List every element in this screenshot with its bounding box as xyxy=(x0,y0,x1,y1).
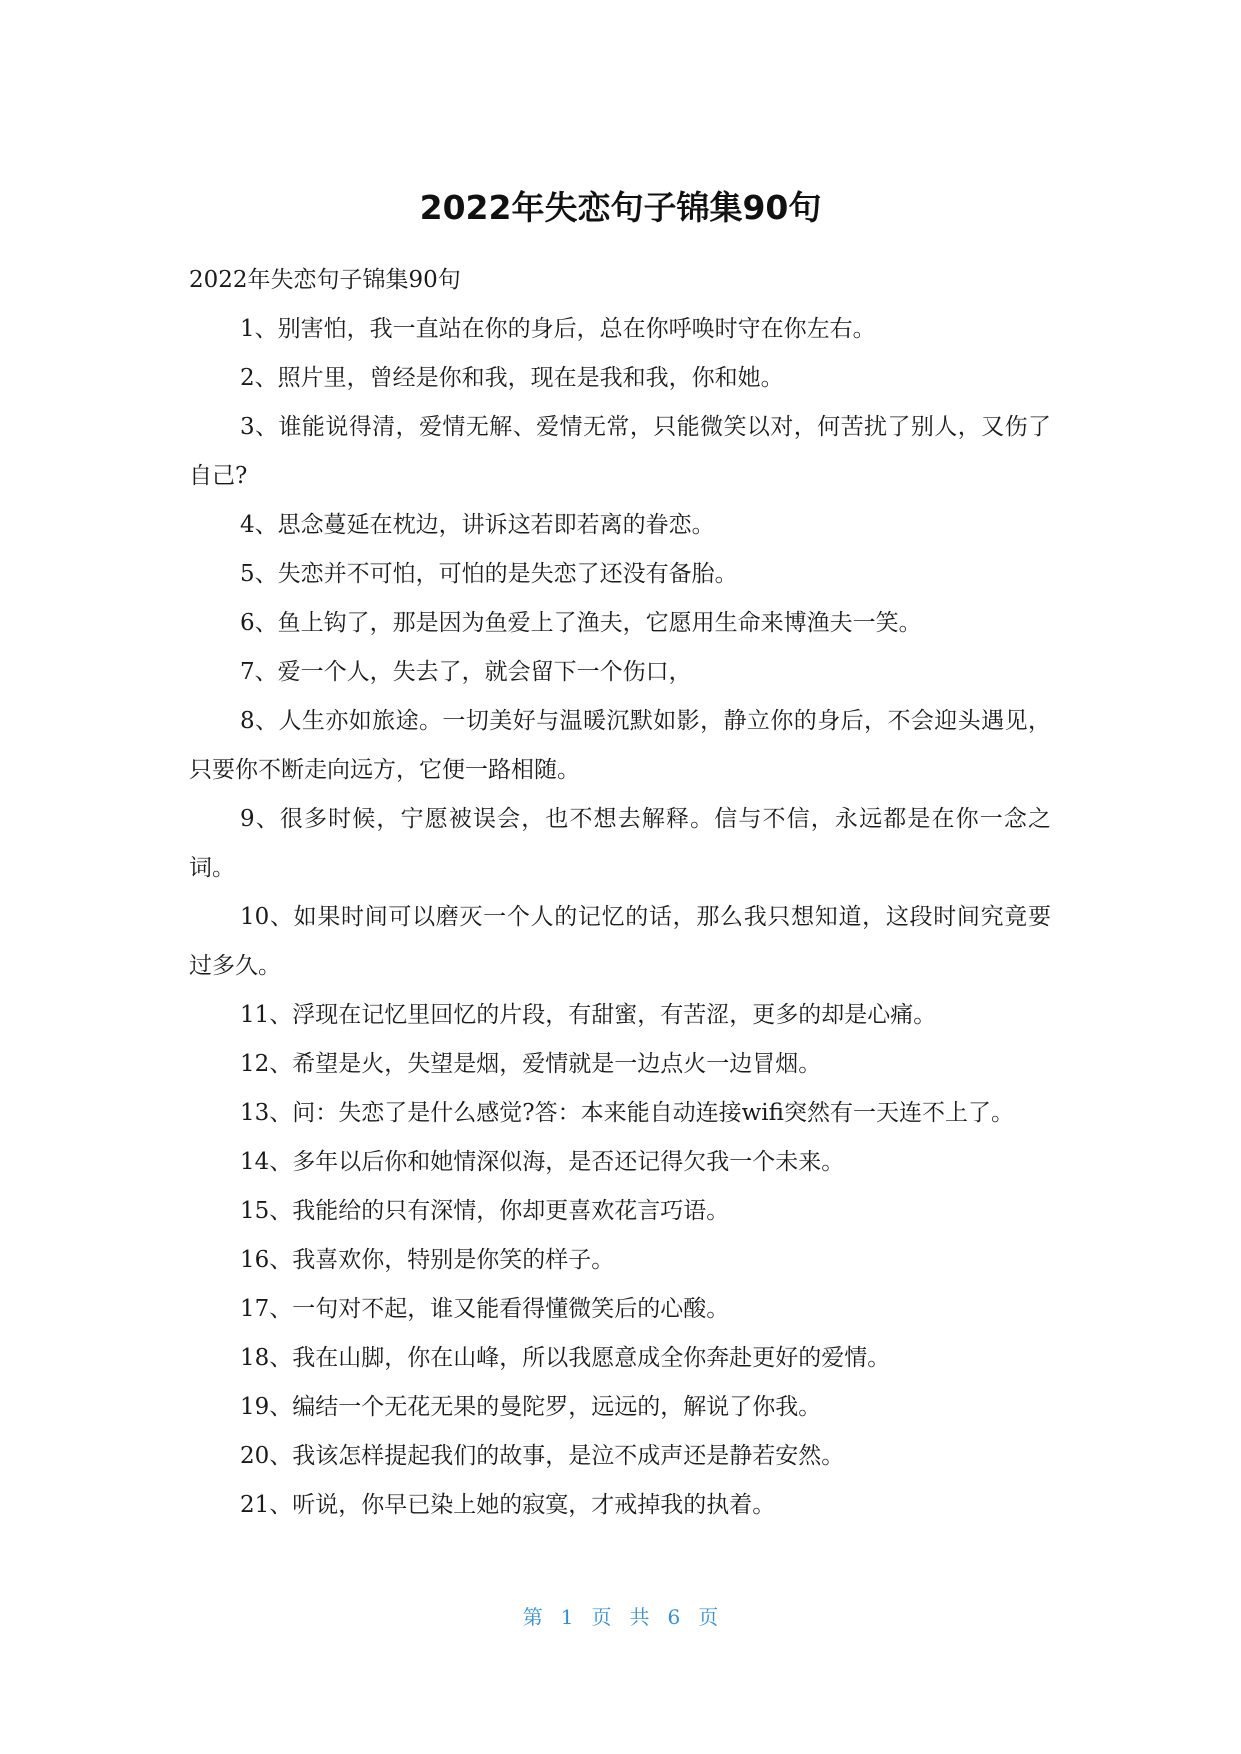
paragraph: 8、人生亦如旅途。一切美好与温暖沉默如影，静立你的身后，不会迎头遇见，只要你不断走向远方，它便一路相随。 xyxy=(189,708,1051,783)
paragraph: 12、希望是火，失望是烟，爱情就是一边点火一边冒烟。 xyxy=(240,1051,822,1077)
paragraph: 10、如果时间可以磨灭一个人的记忆的话，那么我只想知道，这段时间究竟要过多久。 xyxy=(189,904,1051,979)
paragraph: 7、爱一个人，失去了，就会留下一个伤口， xyxy=(240,659,692,685)
paragraph: 21、听说，你早已染上她的寂寞，才戒掉我的执着。 xyxy=(240,1492,776,1518)
footer-current-page: 1 xyxy=(560,1605,574,1629)
page-footer xyxy=(0,1602,1241,1632)
paragraph: 13、问：失恋了是什么感觉?答：本来能自动连接wifi突然有一天连不上了。 xyxy=(240,1100,1014,1126)
paragraph: 19、编结一个无花无果的曼陀罗，远远的，解说了你我。 xyxy=(240,1394,822,1420)
footer-total-label: 共 xyxy=(629,1605,650,1629)
document-body xyxy=(189,256,1051,1530)
paragraph: 14、多年以后你和她情深似海，是否还记得欠我一个未来。 xyxy=(240,1149,845,1175)
paragraph: 20、我该怎样提起我们的故事，是泣不成声还是静若安然。 xyxy=(240,1443,845,1469)
paragraph: 11、浮现在记忆里回忆的片段，有甜蜜，有苦涩，更多的却是心痛。 xyxy=(240,1002,937,1028)
paragraph: 4、思念蔓延在枕边，讲诉这若即若离的眷恋。 xyxy=(240,512,715,538)
paragraph: 6、鱼上钩了，那是因为鱼爱上了渔夫，它愿用生命来博渔夫一笑。 xyxy=(240,610,922,636)
footer-page-label: 第 xyxy=(522,1605,543,1629)
document-subtitle: 2022年失恋句子锦集90句 xyxy=(189,267,461,293)
paragraph: 18、我在山脚，你在山峰，所以我愿意成全你奔赴更好的爱情。 xyxy=(240,1345,891,1371)
footer-page-word: 页 xyxy=(591,1605,612,1629)
paragraph: 5、失恋并不可怕，可怕的是失恋了还没有备胎。 xyxy=(240,561,738,587)
document-title: 2022年失恋句子锦集90句 xyxy=(419,188,822,227)
paragraph: 3、谁能说得清，爱情无解、爱情无常，只能微笑以对，何苦扰了别人，又伤了自己? xyxy=(189,414,1051,489)
paragraph: 2、照片里，曾经是你和我，现在是我和我，你和她。 xyxy=(240,365,784,391)
paragraph: 9、很多时候，宁愿被误会，也不想去解释。信与不信，永远都是在你一念之词。 xyxy=(189,806,1051,881)
footer-page-word-end: 页 xyxy=(698,1605,719,1629)
paragraph: 15、我能给的只有深情，你却更喜欢花言巧语。 xyxy=(240,1198,730,1224)
paragraph: 17、一句对不起，谁又能看得懂微笑后的心酸。 xyxy=(240,1296,730,1322)
paragraph: 1、别害怕，我一直站在你的身后，总在你呼唤时守在你左右。 xyxy=(240,316,876,342)
paragraph: 16、我喜欢你，特别是你笑的样子。 xyxy=(240,1247,615,1273)
footer-total-pages: 6 xyxy=(667,1605,681,1629)
